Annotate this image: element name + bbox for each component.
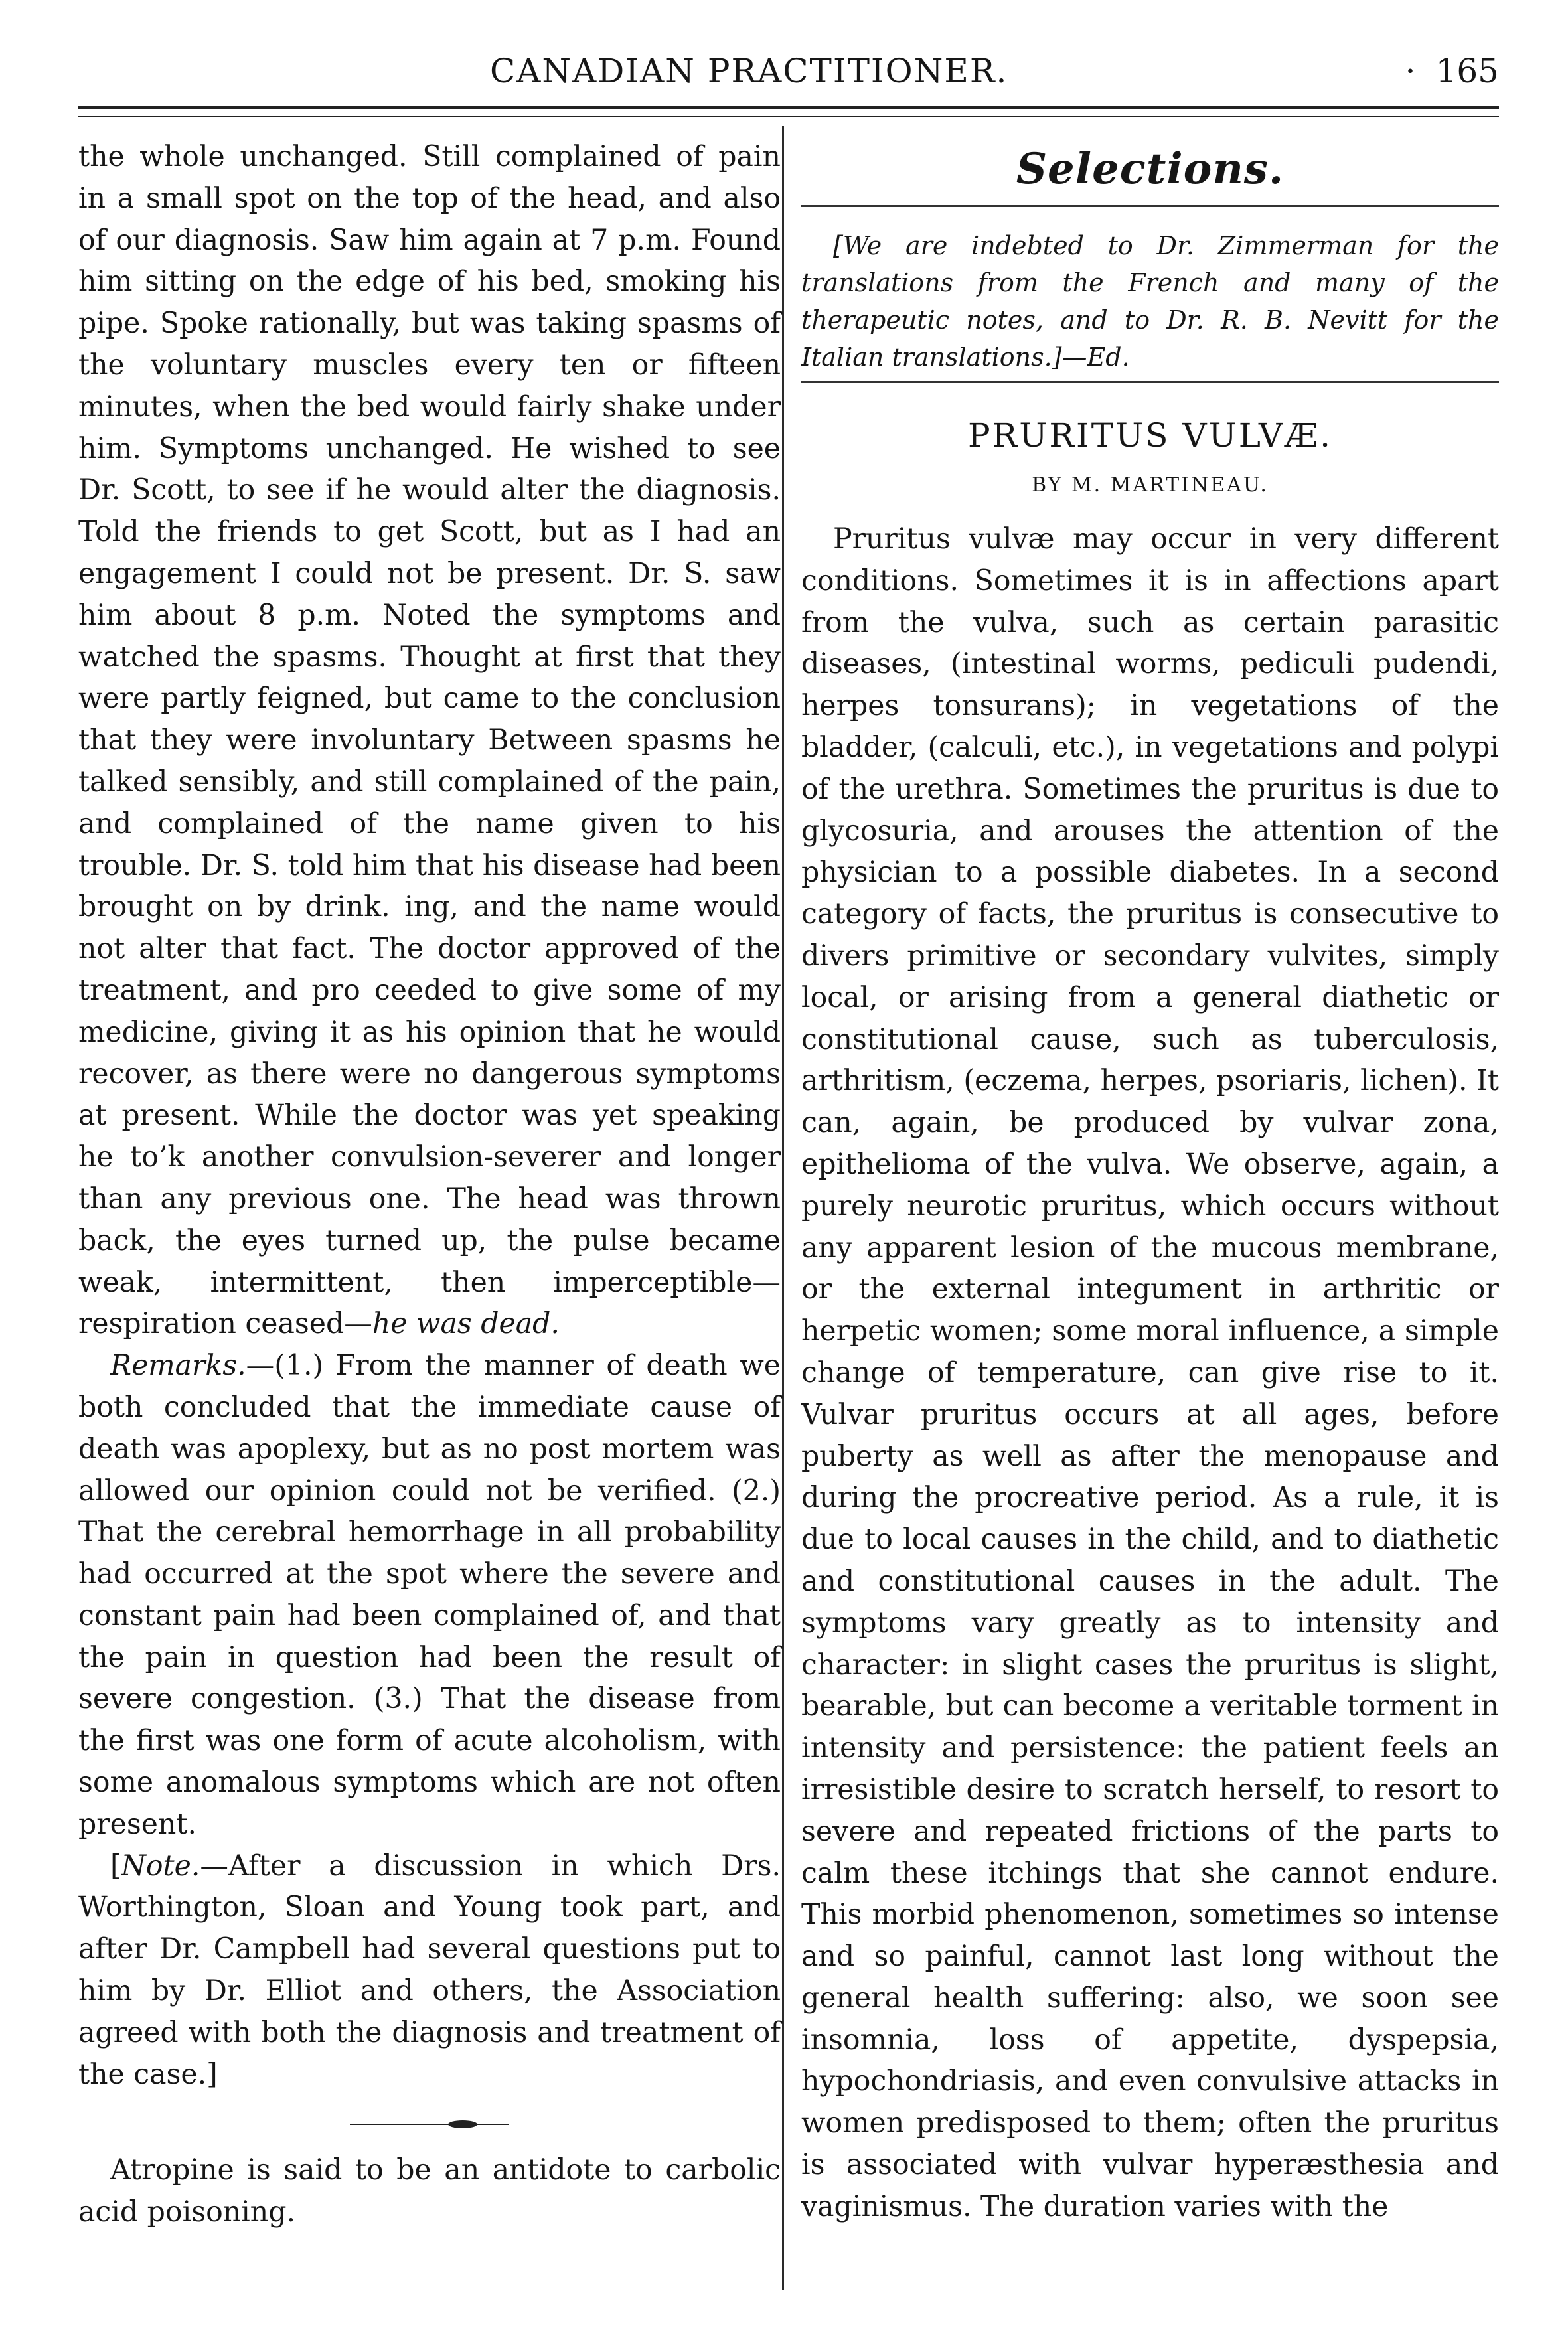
article-byline: BY M. MARTINEAU.	[1032, 473, 1269, 497]
right-column	[801, 136, 1499, 2228]
header-rule-thick	[78, 106, 1499, 109]
association-note	[78, 1845, 781, 2096]
case-paragraph	[78, 136, 781, 1345]
note-lead: Note.	[121, 1849, 200, 1883]
note-text: —After a discussion in which Drs. Worthington, Sloan and Young took part, and after Dr. Campbell had several questions put to him by Dr. Elliot and others, the Association agreed with both the diagnosis and treatment of the case.]	[78, 1849, 781, 2091]
column-divider	[782, 126, 784, 2290]
article-body: Pruritus vulvæ may occur in very different conditions. Sometimes it is in affections apart from the vulva, such as certain parasitic diseases, (intestinal worms, pediculi pudendi, herpes tonsurans); in vegetations of the bladder, (calculi, etc.), in vegetations and polypi of the urethra. Sometimes the pruritus is due to glycosuria, and arouses the attention of the physician to a possible diabetes. In a second category of facts, the pruritus is consecutive to divers primitive or secondary vulvites, simply local, or arising from a general diathetic or constitutional cause, such as tuberculosis, arthritism, (eczema, herpes, psoriaris, lichen). It can, again, be produced by vulvar zona, epithelioma of the vulva. We observe, again, a purely neurotic pruritus, which occurs without any apparent lesion of the mucous membrane, or the external integument in arthritic or herpetic women; some moral influence, a simple change of temperature, can give rise to it. Vulvar pruritus occurs at all ages, before puberty as well as after the menopause and during the procreative period. As a rule, it is due to local causes in the child, and to diathetic and constitutional causes in the adult. The symptoms vary greatly as to intensity and character: in slight cases the pruritus is slight, bearable, but can become a veritable torment in intensity and persistence: the patient feels an irresistible desire to scratch herself, to resort to severe and repeated frictions of the parts to calm these itchings that she cannot endure. This morbid phenomenon, sometimes so intense and so painful, cannot last long without the general health suffering: also, we soon see insomnia, loss of appetite, dyspepsia, hypochondriasis, and even convulsive attacks in women predisposed to them; often the pruritus is associated with vulvar hyperæsthesia and vaginismus. The duration varies with the	[801, 522, 1499, 2223]
atropine-note: Atropine is said to be an antidote to carbolic acid poisoning.	[78, 2153, 781, 2229]
translation-credit-note: [We are indebted to Dr. Zimmerman for the translations from the French and many of the therapeutic notes, and to Dr. R. B. Nevitt for the Italian translations.]—Ed.	[801, 231, 1499, 372]
case-paragraph-text: the whole unchanged. Still complained of pain in a small spot on the top of the head, and also of our diagnosis. Saw him again at 7 p.m. Found him sitting on the edge of his bed, smoking his pipe. Spoke rationally, but was taking spasms of the voluntary muscles every ten or fifteen minutes, when the bed would fairly shake under him. Symptoms unchanged. He wished to see Dr. Scott, to see if he would alter the diagnosis. Told the friends to get Scott, but as I had an engagement I could not be present. Dr. S. saw him about 8 p.m. Noted the symptoms and watched the spasms. Thought at first that they were partly feigned, but came to the conclusion that they were involuntary Between spasms he talked sensibly, and still complained of the pain, and complained of the name given to his trouble. Dr. S. told him that his disease had been brought on by drink. ing, and the name would not alter that fact. The doctor approved of the treatment, and pro ceeded to give some of my medicine, giving it as his opinion that he would recover, as there were no dangerous symptoms at present. While the doctor was yet speaking he to’k another convulsion-severer and longer than any previous one. The head was thrown back, the eyes turned up, the pulse became weak, intermittent, then imperceptible—respiration ceased—	[78, 140, 781, 1341]
ornament-divider	[350, 2118, 509, 2131]
running-title: CANADIAN PRACTITIONER.	[490, 52, 1008, 90]
remarks-text: —(1.) From the manner of death we both concluded that the immediate cause of death was apoplexy, but as no post mortem was allowed our opinion could not be verified. (2.) That the cerebral hemorrhage in all probability had occurred at the spot where the severe and constant pain had been complained of, and that the pain in question had been the result of severe congestion. (3.) That the disease from the first was one form of acute alcoholism, with some anomalous symptoms which are not often present.	[78, 1349, 781, 1841]
header-rule-thin	[78, 116, 1499, 117]
left-column	[78, 136, 781, 2233]
credit-rule	[801, 381, 1499, 383]
page-number: · 165	[1405, 52, 1499, 90]
article-title: PRURITUS VULVÆ.	[967, 416, 1333, 455]
section-heading: Selections.	[1016, 144, 1285, 194]
note-open-bracket: [	[110, 1849, 121, 1883]
running-header	[78, 52, 1499, 98]
section-rule	[801, 205, 1499, 207]
remarks-lead: Remarks.	[110, 1349, 246, 1383]
case-paragraph-italic-end: he was dead.	[372, 1307, 560, 1341]
remarks-paragraph	[78, 1345, 781, 1845]
